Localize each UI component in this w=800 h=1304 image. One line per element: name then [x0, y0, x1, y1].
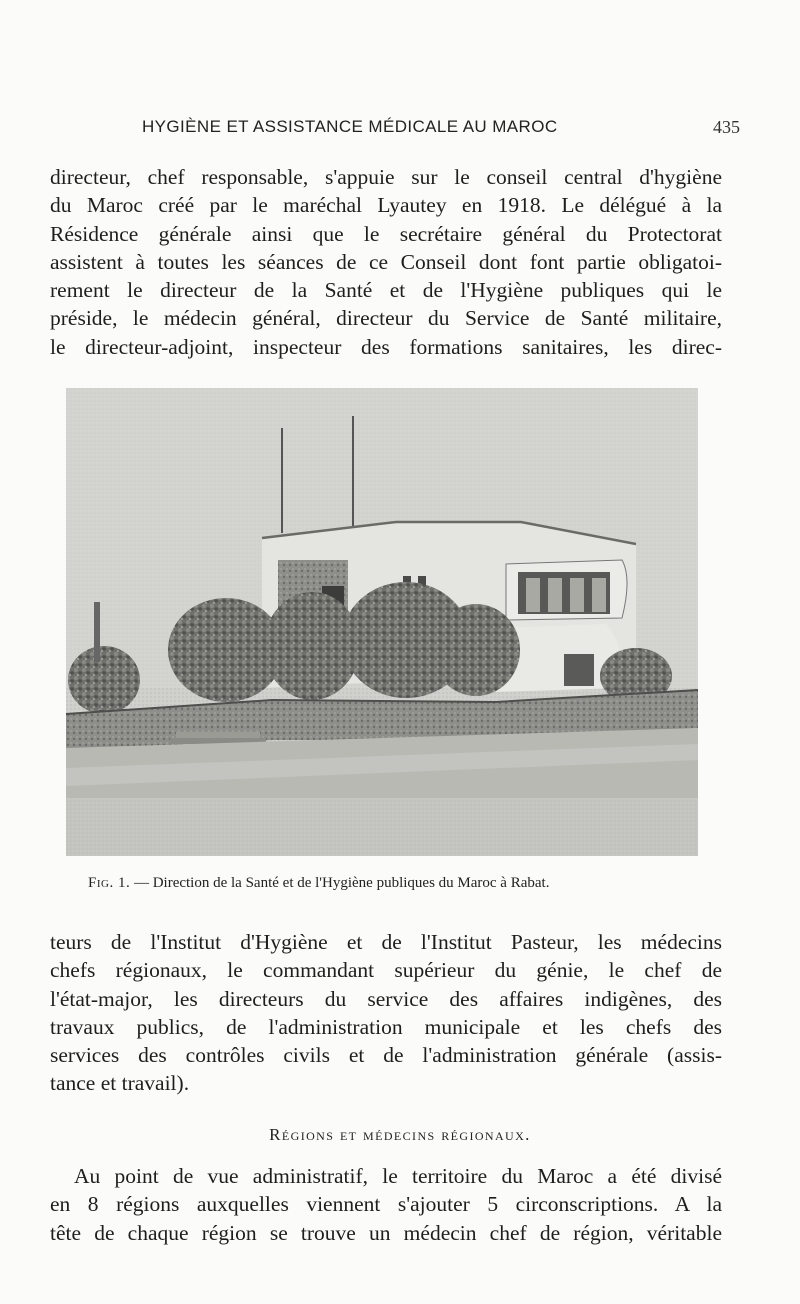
figure-photograph: [66, 388, 698, 856]
text-line: rement le directeur de la Santé et de l'Hygiène publiques qui le: [50, 278, 722, 303]
figure-label: Fig. 1.: [88, 875, 131, 891]
paragraph-bottom: [50, 1162, 722, 1247]
text-line: tête de chaque région se trouve un médecin chef de région, véritable: [50, 1220, 722, 1245]
paragraph-middle: [50, 928, 722, 1098]
text-line: teurs de l'Institut d'Hygiène et de l'Institut Pasteur, les médecins: [50, 930, 722, 954]
running-head: [50, 117, 740, 143]
text-line: en 8 régions auxquelles viennent s'ajouter 5 circonscriptions. A la: [50, 1192, 722, 1217]
text-line: directeur, chef responsable, s'appuie sur le conseil central d'hygiène: [50, 165, 722, 189]
page-number: 435: [713, 117, 740, 137]
text-line: services des contrôles civils et de l'administration générale (assis-: [50, 1043, 722, 1068]
text-line: chefs régionaux, le commandant supérieur du génie, le chef de: [50, 958, 722, 983]
text-line: du Maroc créé par le maréchal Lyautey en 1918. Le délégué à la: [50, 193, 722, 218]
figure-caption: [88, 875, 708, 892]
text-line: le directeur-adjoint, inspecteur des formations sanitaires, les direc-: [50, 334, 722, 359]
paragraph-top: [50, 163, 722, 361]
text-line: préside, le médecin général, directeur du Service de Santé militaire,: [50, 306, 722, 331]
text-line: tance et travail).: [50, 1071, 190, 1096]
text-line: Au point de vue administratif, le territoire du Maroc a été divisé: [74, 1164, 722, 1188]
figure-caption-text: — Direction de la Santé et de l'Hygiène publiques du Maroc à Rabat.: [133, 875, 550, 891]
building-photo: [66, 388, 698, 856]
text-line: l'état-major, les directeurs du service des affaires indigènes, des: [50, 986, 722, 1011]
text-line: travaux publics, de l'administration municipale et les chefs des: [50, 1014, 722, 1039]
running-title: HYGIÈNE ET ASSISTANCE MÉDICALE AU MAROC: [142, 117, 558, 136]
text-line: assistent à toutes les séances de ce Conseil dont font partie obligatoi-: [50, 249, 722, 274]
section-heading: Régions et médecins régionaux.: [269, 1125, 531, 1144]
text-line: Résidence générale ainsi que le secrétaire général du Protectorat: [50, 221, 722, 246]
